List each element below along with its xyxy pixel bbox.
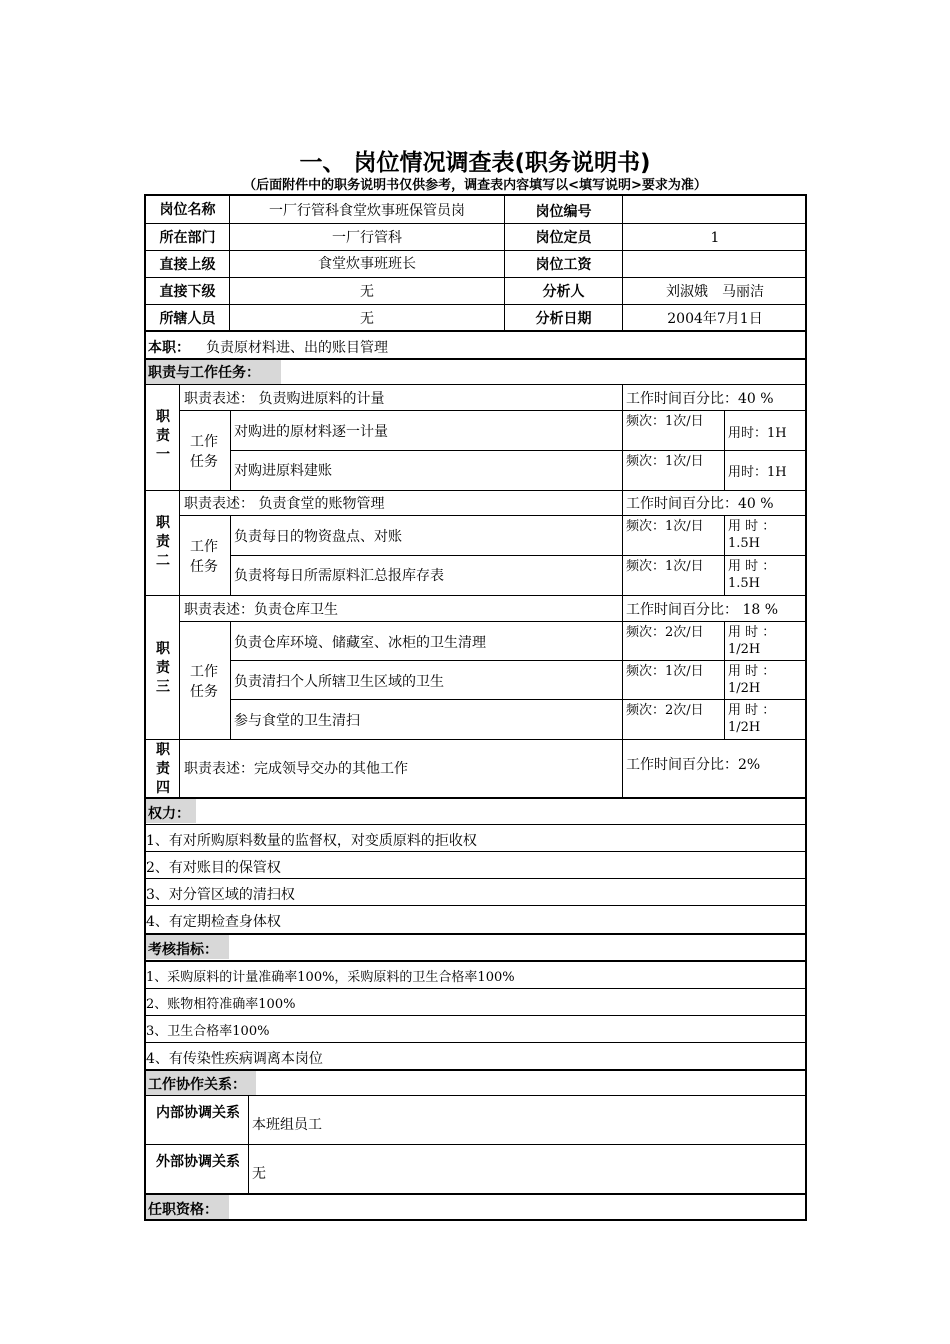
kpi-item-2: 2、账物相符准确率100%: [146, 997, 296, 1012]
resp1-task1-time: 用时：1H: [728, 426, 787, 441]
kpi-item-1: 1、采购原料的计量准确率100%，采购原料的卫生合格率100%: [146, 970, 515, 985]
resp3-percent: 工作时间百分比： 18 %: [626, 602, 779, 618]
kpi-item-3: 3、卫生合格率100%: [146, 1024, 270, 1039]
subordinate-value: 无: [360, 284, 374, 300]
subordinate-label: 直接下级: [159, 284, 216, 300]
resp3-name: 职责三: [156, 641, 170, 695]
date-value: 2004年7月1日: [667, 311, 763, 327]
resp3-task1: 负责仓库环境、储藏室、冰柜的卫生清理: [234, 635, 486, 651]
power-item-1: 1、有对所购原料数量的监督权，对变质原料的拒收权: [146, 833, 477, 849]
cooperation-label: 工作协作关系：: [148, 1077, 246, 1093]
post-no-label: 岗位编号: [535, 204, 592, 220]
resp3-task3-freq: 频次：2次/日: [626, 703, 704, 718]
resp2-name: 职责二: [156, 515, 170, 569]
resp1-task2-freq: 频次：1次/日: [626, 454, 704, 469]
post-name-value: 一厂行管科食堂炊事班保管员岗: [269, 203, 465, 219]
page-title: 一、 岗位情况调查表(职务说明书): [299, 150, 651, 176]
resp3-task1-freq: 频次：2次/日: [626, 625, 704, 640]
resp3-task3-time: 用 时 ：1/2H: [728, 703, 776, 735]
resp3-task2-freq: 频次：1次/日: [626, 664, 704, 679]
external-value: 无: [252, 1166, 266, 1182]
resp1-task2-time: 用时：1H: [728, 465, 787, 480]
power-item-2: 2、有对账目的保管权: [146, 860, 281, 876]
resp2-task1-time: 用 时 ：1.5H: [728, 519, 776, 551]
job-description-form: [144, 194, 807, 1221]
quota-value: 1: [710, 230, 720, 246]
duty-text: 负责原材料进、出的账目管理: [206, 340, 388, 356]
analyst-label: 分析人: [542, 284, 585, 300]
resp4-desc: 职责表述：完成领导交办的其他工作: [184, 761, 408, 777]
analyst-value: 刘淑娥 马丽洁: [666, 284, 764, 300]
staff-value: 无: [360, 311, 374, 327]
resp1-task1: 对购进的原材料逐一计量: [234, 424, 388, 440]
external-label: 外部协调关系: [156, 1154, 240, 1170]
resp3-task2-time: 用 时 ：1/2H: [728, 664, 776, 696]
resp1-task1-freq: 频次：1次/日: [626, 414, 704, 429]
power-item-3: 3、对分管区域的清扫权: [146, 887, 295, 903]
duty-label: 本职：: [148, 340, 190, 356]
resp3-task2: 负责清扫个人所辖卫生区域的卫生: [234, 674, 444, 690]
resp4-percent: 工作时间百分比：2%: [626, 757, 761, 773]
responsibilities-label: 职责与工作任务：: [148, 365, 260, 381]
staff-label: 所辖人员: [159, 311, 216, 327]
superior-value: 食堂炊事班班长: [318, 256, 416, 272]
resp2-task-label: 工作任务: [190, 539, 218, 575]
resp2-desc: 职责表述： 负责食堂的账物管理: [184, 496, 385, 512]
dept-label: 所在部门: [159, 230, 216, 246]
resp1-task2: 对购进原料建账: [234, 463, 332, 479]
post-name-label: 岗位名称: [159, 202, 216, 218]
resp2-percent: 工作时间百分比：40 %: [626, 496, 774, 512]
resp2-task2-freq: 频次：1次/日: [626, 559, 704, 574]
superior-label: 直接上级: [159, 257, 216, 273]
resp3-task-label: 工作任务: [190, 664, 218, 700]
qualification-label: 任职资格：: [148, 1202, 218, 1218]
resp1-name: 职责一: [156, 409, 170, 463]
power-label: 权力：: [148, 806, 190, 822]
quota-label: 岗位定员: [535, 230, 592, 246]
resp2-task1: 负责每日的物资盘点、对账: [234, 529, 402, 545]
resp1-desc: 职责表述： 负责购进原料的计量: [184, 391, 385, 407]
power-item-4: 4、有定期检查身体权: [146, 914, 281, 930]
resp1-task-label: 工作任务: [190, 434, 218, 470]
salary-label: 岗位工资: [535, 257, 592, 273]
resp3-desc: 职责表述：负责仓库卫生: [184, 602, 338, 618]
internal-label: 内部协调关系: [156, 1105, 240, 1121]
kpi-label: 考核指标：: [148, 942, 218, 958]
resp4-name: 职责四: [156, 742, 170, 796]
resp2-task1-freq: 频次：1次/日: [626, 519, 704, 534]
date-label: 分析日期: [535, 311, 592, 327]
dept-value: 一厂行管科: [332, 230, 402, 246]
resp1-percent: 工作时间百分比：40 %: [626, 391, 774, 407]
resp3-task3: 参与食堂的卫生清扫: [234, 713, 360, 729]
resp3-task1-time: 用 时 ：1/2H: [728, 625, 776, 657]
page-subtitle: （后面附件中的职务说明书仅供参考，调查表内容填写以<填写说明>要求为准）: [243, 178, 707, 193]
kpi-item-4: 4、有传染性疾病调离本岗位: [146, 1051, 323, 1067]
resp2-task2-time: 用 时 ：1.5H: [728, 559, 776, 591]
resp2-task2: 负责将每日所需原料汇总报库存表: [234, 568, 444, 584]
internal-value: 本班组员工: [252, 1117, 322, 1133]
